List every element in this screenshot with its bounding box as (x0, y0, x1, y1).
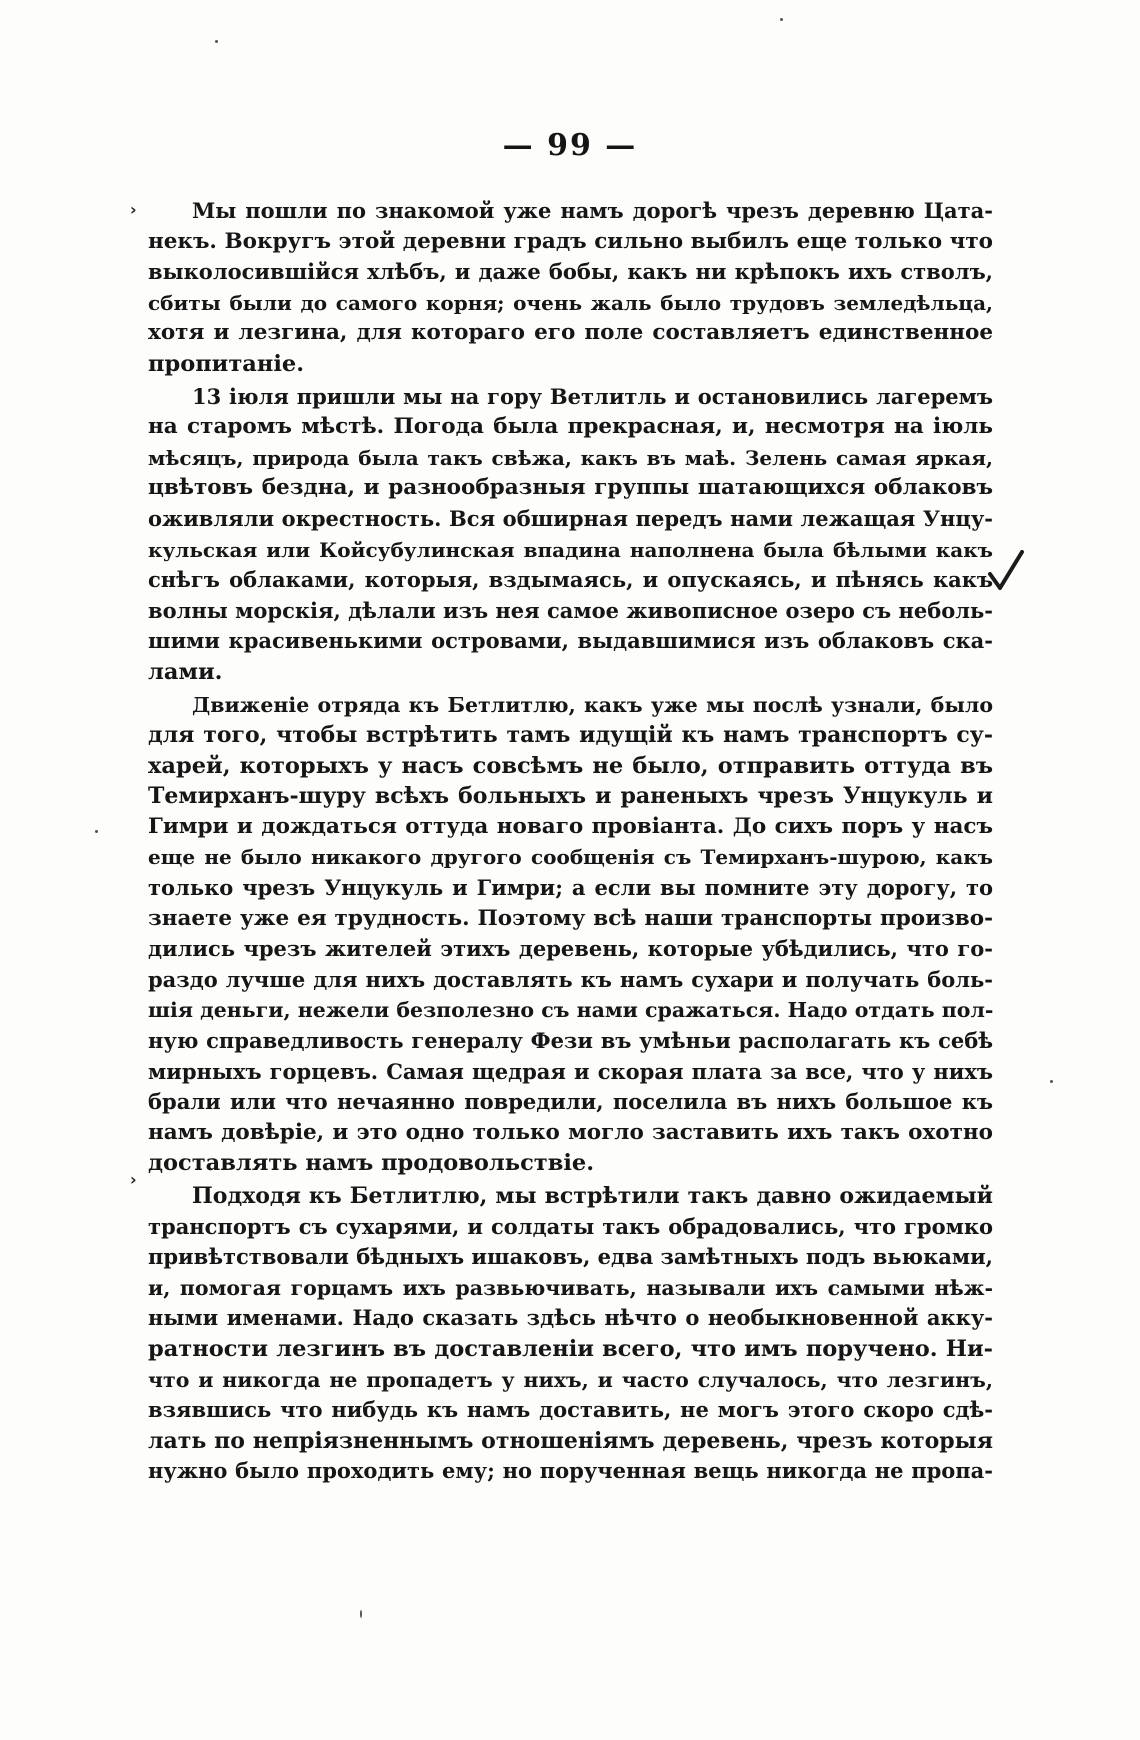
text-line: транспортъ съ сухарями, и солдаты такъ обрадовались, что громко (148, 1213, 993, 1239)
text-line: хотя и лезгина, для котораго его поле составляетъ единственное (148, 320, 993, 346)
text-line: лами. (148, 658, 223, 685)
scan-speck (95, 830, 98, 833)
margin-mark: › (130, 200, 137, 219)
text-line: Движеніе отряда къ Бетлитлю, какъ уже мы послѣ узнали, было (192, 692, 993, 717)
text-line: доставлять намъ продовольствіе. (148, 1150, 595, 1177)
text-line: Гимри и дождаться оттуда новаго провіанта. До сихъ поръ у насъ (148, 813, 993, 839)
text-line: еще не было никакого другого сообщенія съ Темирханъ-шурою, какъ (148, 845, 993, 870)
text-line: пропитаніе. (148, 350, 305, 377)
text-line: волны морскія, дѣлали изъ нея самое живописное озеро съ неболь- (148, 597, 993, 623)
text-line: ными именами. Надо сказать здѣсь нѣчто о необыкновенной акку- (148, 1305, 993, 1331)
text-line: выколосившійся хлѣбъ, и даже бобы, какъ ни крѣпокъ ихъ стволъ, (148, 259, 993, 285)
text-line: на старомъ мѣстѣ. Погода была прекрасная, и, несмотря на іюль (148, 414, 993, 440)
text-line: Темирханъ-шуру всѣхъ больныхъ и раненыхъ чрезъ Унцукуль и (148, 783, 993, 810)
text-line: оживляли окрестность. Вся обширная передъ нами лежащая Унцу- (148, 505, 993, 531)
scan-speck (215, 40, 218, 43)
text-line: нужно было проходить ему; но порученная вещь никогда не пропа- (148, 1458, 993, 1484)
margin-mark: › (130, 1170, 137, 1189)
text-line: дились чрезъ жителей этихъ деревень, которые убѣдились, что го- (148, 936, 993, 962)
text-line: мѣсяцъ, природа была такъ свѣжа, какъ въ маѣ. Зелень самая яркая, (148, 445, 993, 470)
scan-speck (1050, 1080, 1053, 1083)
text-line: для того, чтобы встрѣтить тамъ идущій къ намъ транспортъ су- (148, 722, 993, 749)
text-line: снѣгъ облаками, которыя, вздымаясь, и опускаясь, и пѣнясь какъ (148, 567, 993, 593)
body-text (148, 196, 993, 1489)
text-line: привѣтствовали бѣдныхъ ишаковъ, едва замѣтныхъ подъ вьюками, (148, 1244, 993, 1270)
text-line: кульская или Койсубулинская впадина наполнена была бѣлыми какъ (148, 537, 993, 562)
text-line: шими красивенькими островами, выдавшимися изъ облаковъ ска- (148, 628, 993, 654)
text-line: взявшись что нибудь къ намъ доставить, не могъ этого скоро сдѣ- (148, 1397, 993, 1423)
text-line: сбиты были до самого корня; очень жаль было трудовъ земледѣльца, (148, 290, 993, 315)
text-line: лать по непріязненнымъ отношеніямъ деревень, чрезъ которыя (148, 1427, 993, 1454)
paragraph (148, 382, 993, 688)
text-line: ную справедливость генералу Фези въ умѣньи располагать къ себѣ (148, 1028, 993, 1054)
text-line: ратности лезгинъ въ доставленіи всего, что имъ поручено. Ни- (148, 1335, 993, 1362)
text-line: 13 іюля пришли мы на гору Ветлитль и остановились лагеремъ (192, 383, 993, 409)
paragraph (148, 690, 993, 1180)
text-line: харей, которыхъ у насъ совсѣмъ не было, отправить оттуда въ (148, 752, 993, 779)
scan-speck (360, 1610, 362, 1618)
text-line: мирныхъ горцевъ. Самая щедрая и скорая плата за все, что у нихъ (148, 1058, 993, 1084)
text-line: брали или что нечаянно повредили, поселила въ нихъ большое къ (148, 1089, 993, 1115)
text-line: шія деньги, нежели безполезно съ нами сражаться. Надо отдать пол- (148, 998, 994, 1023)
text-line: и, помогая горцамъ ихъ развьючивать, называли ихъ самыми нѣж- (148, 1275, 993, 1300)
text-line: намъ довѣріе, и это одно только могло заставить ихъ такъ охотно (148, 1119, 993, 1145)
text-line: цвѣтовъ бездна, и разнообразныя группы шатающихся облаковъ (148, 475, 993, 501)
text-line: некъ. Вокругъ этой деревни градъ сильно выбилъ еще только что (148, 228, 993, 254)
text-line: знаете уже ея трудность. Поэтому всѣ наши транспорты произво- (148, 905, 993, 931)
paragraph (148, 1181, 993, 1487)
paragraph (148, 196, 993, 380)
page-number: — 99 — (502, 128, 638, 163)
text-line: Подходя къ Бетлитлю, мы встрѣтили такъ давно ожидаемый (192, 1183, 993, 1209)
text-line: только чрезъ Унцукуль и Гимри; а если вы помните эту дорогу, то (148, 875, 993, 901)
scan-speck (780, 18, 783, 21)
text-line: Мы пошли по знакомой уже намъ дорогѣ чрезъ деревню Цата- (192, 198, 993, 223)
text-line: что и никогда не пропадетъ у нихъ, и часто случалось, что лезгинъ, (148, 1367, 993, 1392)
text-line: раздо лучше для нихъ доставлять къ намъ сухари и получать боль- (148, 966, 993, 992)
